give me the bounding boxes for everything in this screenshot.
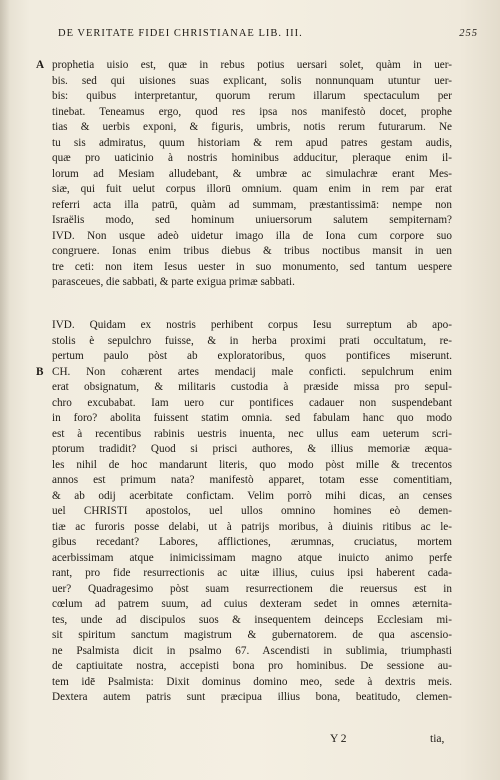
text-line: IVD. Quidam ex nostris perhibent corpus Iesu surreptum ab apo-	[52, 319, 452, 331]
text-line: ne Psalmista dicit in psalmo 67. Ascendisti in sublimia, triumphasti	[52, 644, 452, 657]
text-line: tem idē Psalmista: Dixit dominus domino meo, sede à dextris meis.	[52, 675, 452, 688]
page-header	[58, 28, 478, 44]
text-line: tre ceti: non item Iesus uester in suo monumento, sed tantum uespere	[52, 260, 452, 273]
text-line: Dextera autem patris sunt præcipua illius bona, beatitudo, clemen-	[52, 691, 452, 703]
text-line: tes, unde ad discipulos suos & insequentem deinceps Ecclesiam mi-	[52, 613, 452, 626]
text-line: uel CHRISTI apostolos, uel ullos omnino homines eò demen-	[52, 505, 452, 517]
text-line: est à recentibus rabinis uestris inuenta, nec ullus eam ueterum scri-	[52, 427, 452, 440]
text-line: sit spiritum sanctum magistrum & gubernatorem. de qua ascensio-	[52, 629, 452, 641]
text-line: uer? Quadragesimo pòst suam resurrectionem die reuersus est in	[52, 582, 452, 595]
margin-marker-a: A	[36, 59, 45, 71]
text-block-lower	[36, 318, 452, 706]
text-line: tias & uerbis exponi, & figuris, umbris, notis rerum futurarum. Ne	[52, 121, 452, 133]
text-line: tu sis admiratus, quum historiam & rem apud patres gestam audis,	[52, 136, 452, 149]
signature-mark: Y 2	[330, 733, 347, 745]
text-line: siæ, qui fuit uelut corpus illorū omnium. quam enim in rem par erat	[52, 183, 452, 195]
text-line: bis. sed qui uisiones suas explicant, solis nonnunquam utuntur uer-	[52, 74, 452, 87]
page-gutter-shadow	[0, 0, 10, 780]
text-line: congruere. Ionas enim tribus diebus & tribus noctibus mansit in uen	[52, 245, 452, 257]
text-line: chro excubabat. Iam uero cur pontifices cadauer non suspendebant	[52, 396, 452, 409]
text-line: quæ pro uaticinio à nostris hominibus adducitur, pleraque enim il-	[52, 152, 452, 164]
catchword: tia,	[430, 733, 445, 745]
text-line: tinebat. Teneamus ergo, quod res ipsa nos manifestò docet, prophe	[52, 105, 452, 118]
text-line: acerbissimam atque inimicissimam magno atque inuicto animo perfe	[52, 551, 452, 564]
text-line: rant, pro fide resurrectionis ac uitæ illius, cuius ipsi haberent cada-	[52, 567, 452, 579]
text-line: lorum ad Mesiam alludebant, & umbræ ac simulachræ erant Mes-	[52, 167, 452, 180]
text-line: cœlum ad patrem suum, ad cuius dexteram sedet in omnes æternita-	[52, 598, 452, 610]
text-line: in foro? abolita fuissent statim omnia. sed fabulam hanc quo modo	[52, 412, 452, 424]
text-line: & ab odij acerbitate confictam. Velim porrò mihi dicas, an censes	[52, 489, 452, 502]
page-number: 255	[459, 28, 478, 39]
text-line: parasceues, die sabbati, & parte exigua primæ sabbati.	[52, 276, 295, 288]
text-line: annos est primum nata? manifestò apparet, totam esse comentitiam,	[52, 474, 452, 486]
text-line: erat obsignatum, & militaris custodia à præside missa pro sepul-	[52, 381, 452, 393]
text-line: stolis è sepulchro fuisse, & in herba proximi prati occultatum, re-	[52, 334, 452, 347]
text-line: tiæ ac furoris posse delabi, ut à patrijs moribus, à diuinis ritibus ac le-	[52, 520, 452, 533]
text-line: pertum paulo pòst ab exploratoribus, quos pontifices miserunt.	[52, 350, 452, 362]
text-line: de captiuitate nostra, accepisti bona pro hominibus. De sessione au-	[52, 660, 452, 672]
text-line: IVD. Non usque adeò uidetur imago illa de Iona cum corpore suo	[52, 229, 452, 242]
text-line: gibus recedant? Labores, afflictiones, ærumnas, cruciatus, mortem	[52, 536, 452, 548]
text-line: Israëlis modo, sed hominum uniuersorum salutem sempiternam?	[52, 214, 452, 226]
text-line: CH. Non cohærent artes mendacij male conficti. sepulchrum enim	[52, 365, 452, 378]
text-line: prophetia uisio est, quæ in rebus potius uersari solet, quàm in uer-	[52, 59, 452, 71]
text-block-upper	[36, 58, 452, 291]
text-line: les nihil de hoc mandarunt literis, quo modo pòst mille & trecentos	[52, 458, 452, 471]
text-line: bis: quibus interpretantur, quorum rerum illarum spectaculum per	[52, 90, 452, 102]
running-head: DE VERITATE FIDEI CHRISTIANAE LIB. III.	[58, 28, 303, 39]
text-line: referri acta illa patrū, quàm ad summam, præstantissimā: nempe non	[52, 198, 452, 211]
text-line: ptorum tradidit? Quod si prisci authores, & illius memoriæ æqua-	[52, 443, 452, 455]
margin-marker-b: B	[36, 365, 44, 378]
